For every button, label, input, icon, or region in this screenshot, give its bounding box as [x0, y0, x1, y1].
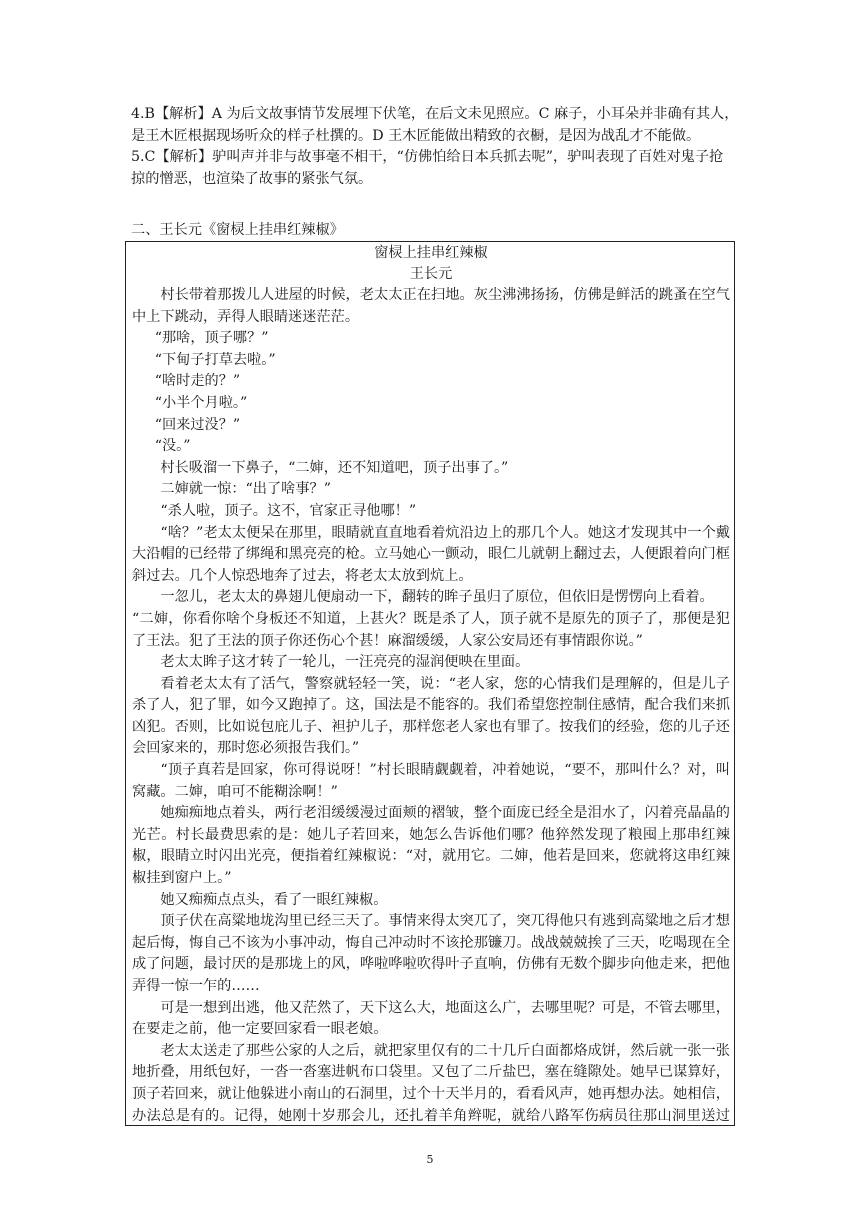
- story-title: 窗棂上挂串红辣椒: [374, 245, 488, 261]
- page-number: 5: [426, 1153, 434, 1166]
- story-paragraph: 她又痴痴点点头，看了一眼红辣椒。: [160, 891, 388, 908]
- story-paragraph: 一忽儿，老太太的鼻翅儿便扇动一下，翻转的眸子虽归了原位，但依旧是愣愣向上看着。: [160, 589, 714, 606]
- story-paragraph: 村长带着那拨儿人进屋的时候，老太太正在扫地。灰尘沸沸扬扬，仿佛是鲜活的跳蚤在空气中上下跳动，弄得人眼睛迷迷茫茫。: [132, 287, 730, 325]
- story-paragraph: “回来过没？”: [154, 416, 241, 433]
- story-paragraph: “二婶，你看你啥个身板还不知道，上甚火？既是杀了人，顶子就不是原先的顶子了，那便是犯了王法。犯了王法的顶子你还伤心个甚！麻溜缓缓，人家公安局还有事情跟你说。”: [132, 610, 730, 649]
- story-paragraph: “顶子真若是回家，你可得说呀！”村长眼睛觑觑着，冲着她说，“要不，那叫什么？对，叫窝藏。二婶，咱可不能糊涂啊！”: [132, 762, 730, 800]
- story-paragraph: 二婶就一惊：“出了啥事？”: [160, 481, 331, 498]
- story-paragraph: 老太太送走了那些公家的人之后，就把家里仅有的二十几斤白面都烙成饼，然后就一张一张地折叠，用纸包好，一沓一沓塞进帆布口袋里。又包了二斤盐巴，塞在缝隙处。她早已谋算好，顶子若回来，就让他躲进小南山的石洞里，过个十天半月的，看看风声，她再想办法。她相信，办法总是有的。记得，她刚十岁那会儿，还扎着羊角辫呢，就给八路军伤病员往那山洞里送过: [132, 1042, 730, 1124]
- story-paragraph: 老太太眸子这才转了一轮儿，一汪亮亮的湿润便映在里面。: [160, 654, 530, 671]
- section-title: 二、王长元《窗棂上挂串红辣椒》: [131, 222, 344, 238]
- story-paragraph: “啥？”老太太便呆在那里，眼睛就直直地看着炕沿边上的那几个人。她这才发现其中一个戴大沿帽的已经带了绑绳和黑亮亮的枪。立马她心一颤动，眼仁儿就朝上翻过去，人便跟着向门框斜过去。几个人惊恐地奔了过去，将老太太放到炕上。: [132, 524, 730, 584]
- answer-item-5: 5.C【解析】驴叫声并非与故事毫不相干，“仿佛怕给日本兵抓去呢”，驴叫表现了百姓对鬼子抢 掠的憎恶，也渲染了故事的紧张气氛。: [131, 149, 724, 187]
- story-box: [125, 241, 735, 1126]
- story-paragraph: 可是一想到出逃，他又茫然了，天下这么大，地面这么广，去哪里呢？可是，不管去哪里，在要走之前，他一定要回家看一眼老娘。: [132, 999, 730, 1038]
- story-paragraph: “啥时走的？”: [154, 373, 241, 390]
- answer-item-4: 4.B【解析】A 为后文故事情节发展埋下伏笔，在后文未见照应。C 麻子，小耳朵并非确有其人，是王木匠根据现场听众的样子杜撰的。D 王木匠能做出精致的衣橱，是因为战乱才不能做。: [131, 106, 739, 144]
- story-paragraph: “下甸子打草去啦。”: [154, 351, 276, 368]
- answer-explanations: [131, 104, 741, 190]
- story-paragraph: 她痴痴地点着头，两行老泪缓缓漫过面颊的褶皱，整个面庞已经全是泪水了，闪着亮晶晶的光芒。村长最费思索的是：她儿子若回来，她怎么告诉他们哪？他猝然发现了粮囤上那串红辣椒，眼睛立时闪出光亮，便指着红辣椒说：“对，就用它。二婶，他若是回来，您就将这串红辣椒挂到窗户上。”: [132, 805, 730, 887]
- story-author: 王长元: [409, 266, 453, 282]
- story-paragraph: 村长吸溜一下鼻子，“二婶，还不知道吧，顶子出事了。”: [160, 459, 509, 476]
- story-paragraph: “那啥，顶子哪？”: [154, 330, 269, 347]
- story-paragraph: “小半个月啦。”: [154, 394, 248, 411]
- story-body: [132, 285, 730, 1126]
- story-paragraph: 看着老太太有了活气，警察就轻轻一笑，说：“老人家，您的心情我们是理解的，但是儿子杀了人，犯了罪，如今又跑掉了。这，国法是不能容的。我们希望您控制住感情，配合我们来抓凶犯。否则，比如说包庇儿子、袒护儿子，那样您老人家也有罪了。按我们的经验，您的儿子还会回家来的，那时您必须报告我们。”: [132, 675, 730, 757]
- story-paragraph: 顶子伏在高粱地垅沟里已经三天了。事情来得太突兀了，突兀得他只有逃到高粱地之后才想起后悔，悔自己不该为小事冲动，悔自己冲动时不该抡那镰刀。战战兢兢挨了三天，吃喝现在全成了问题，最讨厌的是那垅上的风，哗啦哗啦吹得叶子直响，仿佛有无数个脚步向他走来，把他弄得一惊一乍的……: [132, 913, 730, 994]
- story-paragraph: “杀人啦，顶子。这不，官家正寻他哪！”: [160, 502, 417, 519]
- story-paragraph: “没。”: [154, 438, 191, 455]
